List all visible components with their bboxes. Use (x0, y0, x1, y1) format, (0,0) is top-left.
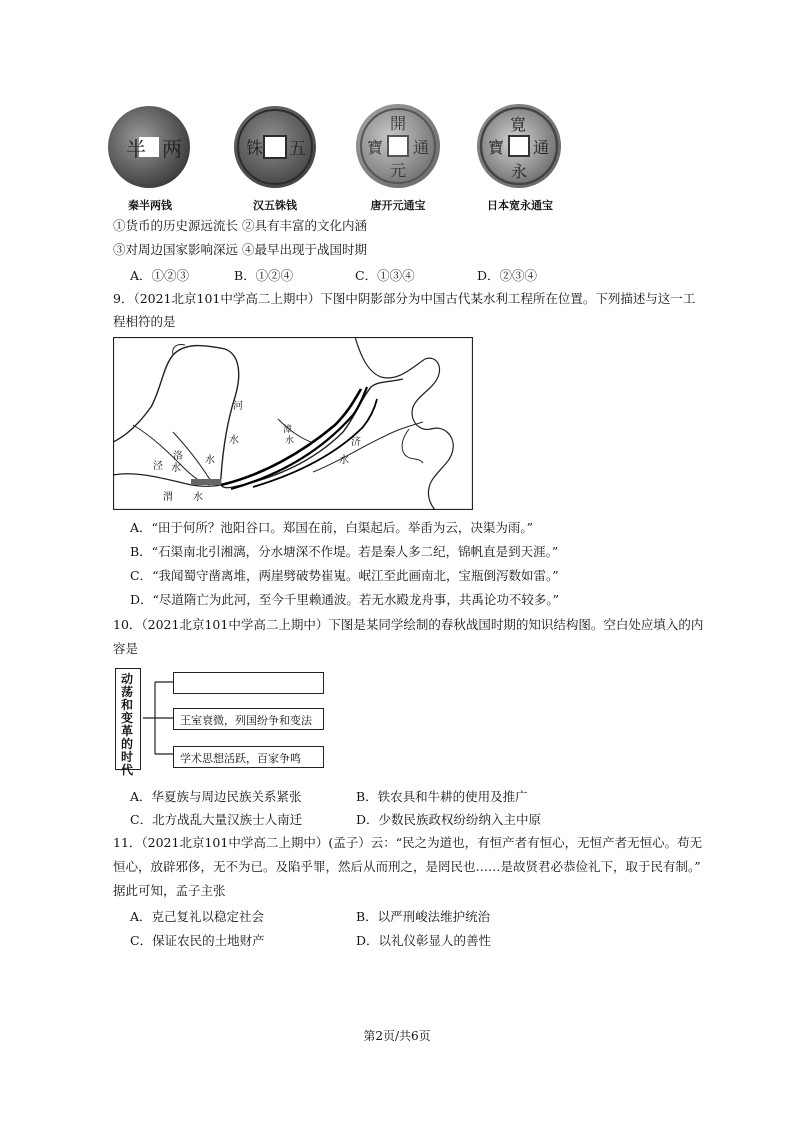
diagram-box-2: 王室衰微，列国纷争和变法 (173, 708, 324, 730)
diagram-box-3: 学术思想活跃，百家争鸣 (173, 746, 324, 768)
knowledge-structure-diagram (115, 668, 327, 777)
svg-text:渭: 渭 (163, 492, 173, 503)
q11-stem-line3: 据此可知，孟子主张 (113, 883, 226, 898)
svg-text:通: 通 (413, 138, 430, 157)
q8-option-b[interactable]: B．①②④ (234, 268, 294, 283)
svg-text:水: 水 (193, 492, 203, 503)
q11-option-c[interactable]: C．保证农民的土地财产 (130, 933, 265, 948)
q11-stem-line1: 11．（2021北京101中学高二上期中）(孟子）云：“民之为道也，有恒产者有恒心，无恒产者无恒心。苟无 (113, 835, 703, 850)
svg-text:開: 開 (390, 114, 407, 133)
wu-zhu-coin-icon (232, 104, 318, 190)
q11-option-b[interactable]: B．以严刑峻法维护统治 (356, 909, 491, 924)
q11-stem-line2: 恒心，放辟邪侈，无不为已。及陷乎罪，然后从而刑之，是罔民也……是故贤君必恭俭礼下，取于民有制。” (113, 859, 701, 874)
svg-text:水: 水 (285, 436, 295, 446)
svg-text:通: 通 (533, 138, 550, 157)
svg-text:永: 永 (511, 162, 528, 181)
q10-stem-line1: 10．（2021北京101中学高二上期中）下图是某同学绘制的春秋战国时期的知识结构图。空白处应填入的内 (113, 617, 704, 632)
svg-text:洛: 洛 (173, 451, 183, 462)
q9-option-b[interactable]: B．“石渠南北引湘漓，分水塘深不作堤。若是秦人多二纪，锦帆直是到天涯。” (130, 544, 559, 559)
diagram-blank-box (173, 672, 324, 694)
q10-option-d[interactable]: D．少数民族政权纷纷纳入主中原 (356, 812, 542, 827)
q10-stem-line2: 容是 (113, 641, 139, 656)
q8-option-c[interactable]: C．①③④ (355, 268, 415, 283)
coin-caption: 日本宽永通宝 (487, 199, 553, 212)
svg-text:泾: 泾 (153, 461, 163, 472)
q9-stem-line2: 程相符的是 (113, 314, 176, 329)
svg-text:寛: 寛 (510, 115, 527, 134)
river-map (113, 337, 473, 510)
svg-text:寶: 寶 (367, 138, 384, 157)
coin-caption: 秦半两钱 (128, 199, 172, 212)
coin-caption: 唐开元通宝 (370, 199, 426, 212)
svg-text:五: 五 (289, 139, 306, 159)
q10-option-c[interactable]: C．北方战乱大量汉族士人南迁 (130, 812, 303, 827)
svg-text:两: 两 (162, 137, 182, 161)
svg-text:济: 济 (351, 437, 361, 448)
svg-text:水: 水 (171, 463, 181, 474)
q11-option-a[interactable]: A．克己复礼以稳定社会 (130, 909, 265, 924)
svg-text:半: 半 (126, 137, 146, 161)
kai-yuan-coin-icon (355, 103, 441, 189)
svg-text:河: 河 (233, 401, 243, 412)
svg-text:水: 水 (339, 455, 349, 466)
page-footer: 第2页/共6页 (363, 1029, 431, 1043)
diagram-left-label: 动荡和变革的时代 (120, 672, 133, 777)
kan-ei-coin-icon (476, 103, 562, 189)
q9-option-d[interactable]: D．“尽道隋亡为此河，至今千里赖通波。若无水殿龙舟事，共禹论功不较多。” (130, 592, 560, 607)
q9-option-c[interactable]: C．“我闻蜀守凿离堆，两崖劈破势崔嵬。岷江至此画南北，宝瓶倒泻数如雷。” (130, 568, 559, 583)
svg-text:漳: 漳 (283, 425, 293, 435)
q11-option-d[interactable]: D．以礼仪彰显人的善性 (356, 933, 492, 948)
q8-option-a[interactable]: A．①②③ (130, 268, 190, 283)
svg-text:铢: 铢 (246, 139, 263, 159)
q9-stem-line1: 9．（2021北京101中学高二上期中）下图中阴影部分为中国古代某水利工程所在位置。下列描述与这一工 (113, 291, 696, 306)
q10-option-a[interactable]: A．华夏族与周边民族关系紧张 (130, 789, 302, 804)
svg-text:水: 水 (229, 435, 239, 446)
svg-text:寶: 寶 (488, 138, 505, 157)
q9-option-a[interactable]: A．“田于何所？池阳谷口。郑国在前，白渠起后。举臿为云，决渠为雨。” (130, 520, 534, 535)
svg-text:水: 水 (205, 455, 215, 466)
svg-text:元: 元 (390, 161, 407, 180)
ban-liang-coin-icon (106, 104, 192, 190)
q8-statements-line2: ③对周边国家影响深远 ④最早出现于战国时期 (113, 242, 367, 257)
coin-caption: 汉五铢钱 (253, 199, 297, 212)
diagram-bracket (141, 668, 175, 772)
q8-statements-line1: ①货币的历史源远流长 ②具有丰富的文化内涵 (113, 218, 367, 233)
q8-option-d[interactable]: D．②③④ (477, 268, 538, 283)
q10-option-b[interactable]: B．铁农具和牛耕的使用及推广 (356, 789, 528, 804)
